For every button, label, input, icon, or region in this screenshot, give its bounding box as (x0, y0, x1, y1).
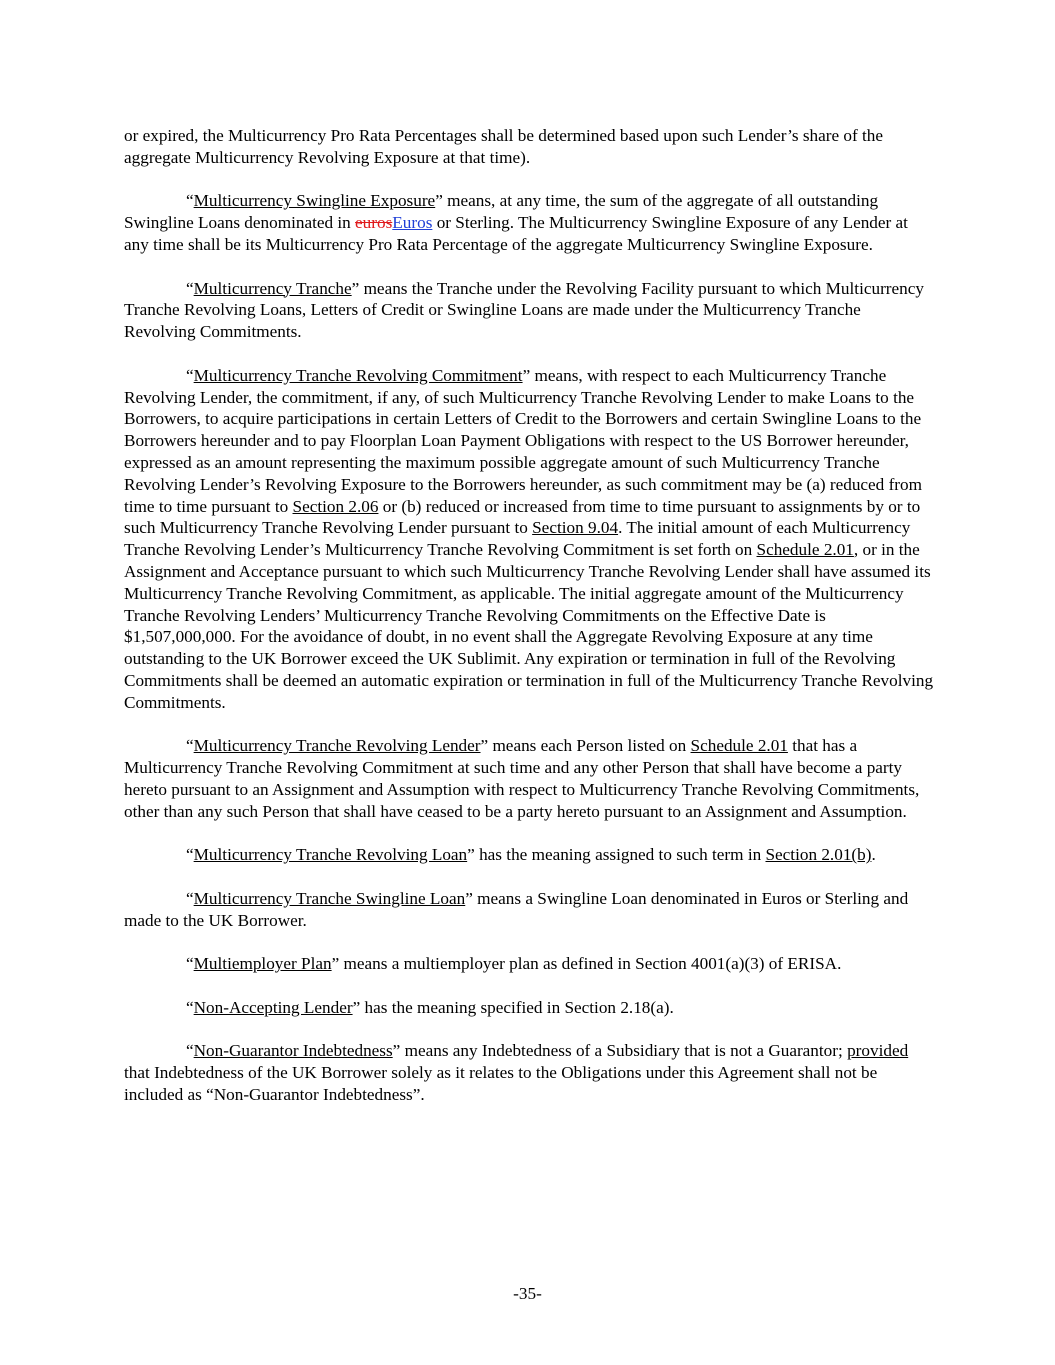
definition-multiemployer-plan: “Multiemployer Plan” means a multiemployer plan as defined in Section 4001(a)(3) of ERISA. (186, 954, 842, 974)
document-body (124, 125, 936, 1128)
page-number: -35- (513, 1284, 542, 1303)
definition-multicurrency-swingline-exposure: “Multicurrency Swingline Exposure” means, at any time, the sum of the aggregate of all outstanding Swingline Loans denominated in eurosEuros or Sterling. The Multicurrency Swingline Exposure of any Lender at any time shall be its Multicurrency Pro Rata Percentage of the aggregate Multicurrency Swingline Exposure. (124, 191, 908, 254)
defined-term: Multicurrency Tranche (193, 278, 352, 298)
defined-term: Multicurrency Tranche Revolving Commitment (193, 365, 523, 385)
section-reference: Section 9.04 (532, 518, 619, 538)
definition-multicurrency-tranche-swingline-loan: “Multicurrency Tranche Swingline Loan” means a Swingline Loan denominated in Euros or Sterling and made to the UK Borrower. (124, 888, 909, 930)
defined-term: Non-Guarantor Indebtedness (193, 1041, 393, 1061)
proviso-term: provided (847, 1041, 909, 1061)
deleted-text: euros (355, 213, 393, 233)
section-reference: Section 2.06 (292, 496, 379, 516)
definition-multicurrency-tranche-revolving-loan: “Multicurrency Tranche Revolving Loan” has the meaning assigned to such term in Section 2.01(b). (186, 845, 876, 865)
defined-term: Multicurrency Tranche Revolving Loan (193, 845, 468, 865)
inserted-text: Euros (392, 213, 433, 233)
defined-term: Non-Accepting Lender (193, 997, 353, 1017)
definition-non-accepting-lender: “Non-Accepting Lender” has the meaning specified in Section 2.18(a). (186, 997, 674, 1017)
defined-term: Multicurrency Swingline Exposure (193, 191, 436, 211)
defined-term: Multiemployer Plan (193, 954, 332, 974)
definition-multicurrency-tranche-revolving-commitment: “Multicurrency Tranche Revolving Commitment” means, with respect to each Multicurrency Tranche Revolving Lender, the commitment, if any, of such Multicurrency Tranche Revolving Lender to make Loans to the Borrowers, to acquire participations in certain Letters of Credit to the Borrowers and certain Swingline Loans to the Borrowers hereunder and to pay Floorplan Loan Payment Obligations with respect to the US Borrower hereunder, expressed as an amount representing the maximum possible aggregate amount of such Multicurrency Tranche Revolving Lender’s Revolving Exposure to the Borrowers hereunder, as such commitment may be (a) reduced from time to time pursuant to Section 2.06 or (b) reduced or increased from time to time pursuant to assignments by or to such Multicurrency Tranche Revolving Lender pursuant to Section 9.04. The initial amount of each Multicurrency Tranche Revolving Lender’s Multicurrency Tranche Revolving Commitment is set forth on Schedule 2.01, or in the Assignment and Acceptance pursuant to which such Multicurrency Tranche Revolving Lender shall have assumed its Multicurrency Tranche Revolving Commitment, as applicable. The initial aggregate amount of the Multicurrency Tranche Revolving Lenders’ Multicurrency Tranche Revolving Commitments on the Effective Date is $1,507,000,000. For the avoidance of doubt, in no event shall the Aggregate Revolving Exposure at any time outstanding to the UK Borrower exceed the UK Sublimit. Any expiration or termination in full of the Revolving Commitments shall be deemed an automatic expiration or termination in full of the Multicurrency Tranche Revolving Commitments. (124, 365, 934, 712)
defined-term: Multicurrency Tranche Revolving Lender (193, 736, 481, 756)
section-reference: Section 2.01(b) (765, 845, 872, 865)
definition-multicurrency-tranche-revolving-lender: “Multicurrency Tranche Revolving Lender” means each Person listed on Schedule 2.01 that has a Multicurrency Tranche Revolving Commitment at such time and any other Person that shall have become a party hereto pursuant to an Assignment and Assumption with respect to Multicurrency Tranche Revolving Commitments, other than any such Person that shall have ceased to be a party hereto pursuant to an Assignment and Assumption. (124, 736, 920, 821)
schedule-reference: Schedule 2.01 (756, 540, 854, 560)
paragraph-continuation: or expired, the Multicurrency Pro Rata Percentages shall be determined based upon such Lender’s share of the aggregate Multicurrency Revolving Exposure at that time). (124, 126, 884, 167)
definition-multicurrency-tranche: “Multicurrency Tranche” means the Tranche under the Revolving Facility pursuant to which Multicurrency Tranche Revolving Loans, Letters of Credit or Swingline Loans are made under the Multicurrency Tranche Revolving Commitments. (124, 278, 924, 342)
schedule-reference: Schedule 2.01 (690, 736, 788, 756)
defined-term: Multicurrency Tranche Swingline Loan (193, 888, 466, 908)
definition-non-guarantor-indebtedness: “Non-Guarantor Indebtedness” means any Indebtedness of a Subsidiary that is not a Guarantor; provided that Indebtedness of the UK Borrower solely as it relates to the Obligations under this Agreement shall not be included as “Non-Guarantor Indebtedness”. (124, 1041, 909, 1105)
